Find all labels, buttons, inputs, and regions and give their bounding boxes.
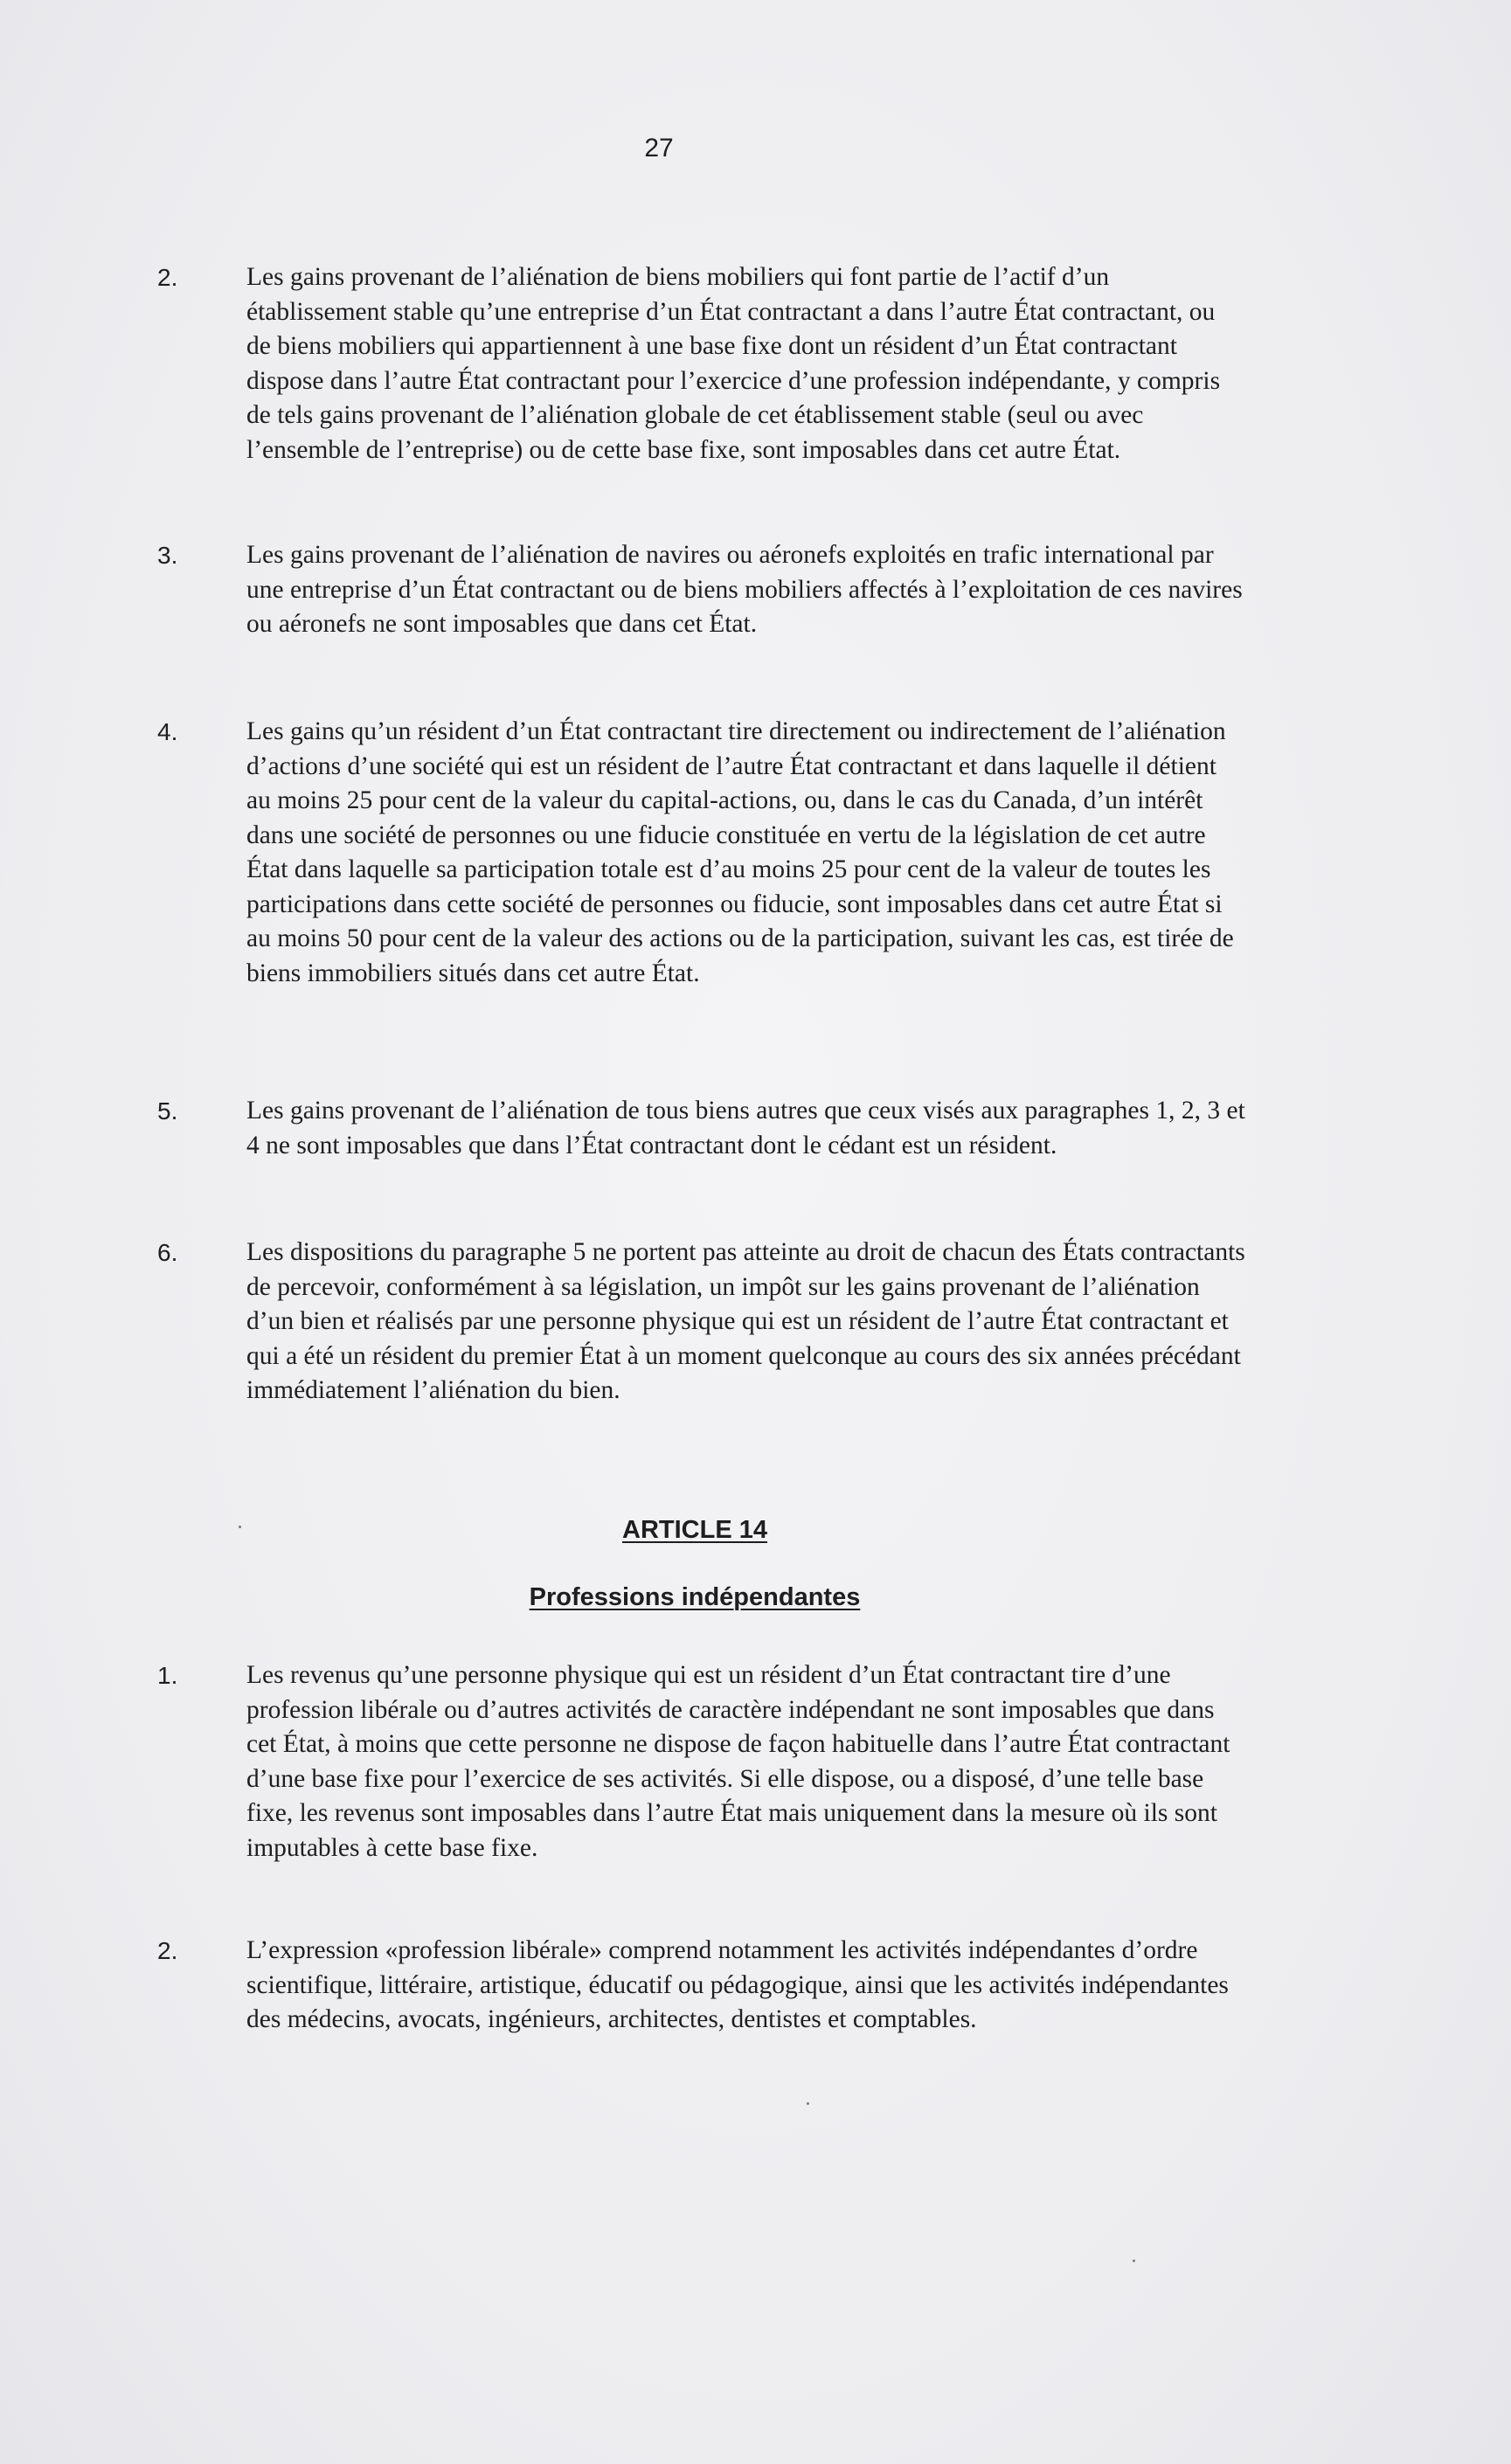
paragraph-number: 3. [157, 542, 178, 569]
article14-paragraph-1 [157, 1658, 1245, 1865]
paragraph-number: 6. [157, 1239, 178, 1266]
paragraph-number: 2. [157, 264, 178, 291]
paragraph-text: Les dispositions du paragraphe 5 ne portent pas atteinte au droit de chacun des États contractants de percevoir, conformément à sa législation, un impôt sur les gains provenant de l’aliénation d’un bien et réalisés par une personne physique qui est un résident de l’autre État contractant et qui a été un résident du premier État à un moment quelconque au cours des six années précédant immédiatement l’aliénation du bien. [246, 1238, 1245, 1404]
paragraph-5 [157, 1094, 1245, 1163]
paragraph-text: Les gains provenant de l’aliénation de biens mobiliers qui font partie de l’actif d’un établissement stable qu’une entreprise d’un État contractant a dans l’autre État contractant, ou de biens mobiliers qui appartiennent à une base fixe dont un résident d’un État contractant dispose dans l’autre État contractant pour l’exercice d’une profession indépendante, y compris de tels gains provenant de l’aliénation globale de cet établissement stable (seul ou avec l’ensemble de l’entreprise) ou de cette base fixe, sont imposables dans cet autre État. [246, 263, 1221, 464]
scan-speck [807, 2102, 809, 2105]
paragraph-text: Les gains provenant de l’aliénation de tous biens autres que ceux visés aux paragraphes 1, 2, 3 et 4 ne sont imposables que dans l’État contractant dont le cédant est un résident. [246, 1097, 1245, 1159]
paragraph-4 [157, 715, 1245, 991]
paragraph-3 [157, 538, 1245, 642]
paragraph-number: 4. [157, 718, 178, 745]
article-title: ARTICLE 14 [622, 1516, 767, 1544]
paragraph-2 [157, 260, 1245, 467]
paragraph-text: Les gains qu’un résident d’un État contractant tire directement ou indirectement de l’aliénation d’actions d’une société qui est un résident de l’autre État contractant et dans laquelle il détient au moins 25 pour cent de la valeur du capital-actions, ou, dans le cas du Canada, d’un intérêt dans une société de personnes ou une fiducie constituée en vertu de la législation de cet autre État dans laquelle sa participation totale est d’au moins 25 pour cent de la valeur de toutes les participations dans cette société de personnes ou fiducie, sont imposables dans cet autre État si au moins 50 pour cent de la valeur des actions ou de la participation, suivant les cas, est tirée de biens immobiliers situés dans cet autre État. [246, 717, 1234, 987]
scan-speck [1133, 2260, 1135, 2262]
paragraph-text: Les revenus qu’une personne physique qui est un résident d’un État contractant tire d’une profession libérale ou d’autres activités de caractère indépendant ne sont imposables que dans cet État, à moins que cette personne ne dispose de façon habituelle dans l’autre État contractant d’une base fixe pour l’exercice de ses activités. Si elle dispose, ou a disposé, d’une telle base fixe, les revenus sont imposables dans l’autre État mais uniquement dans la mesure où ils sont imputables à cette base fixe. [246, 1661, 1230, 1862]
paragraph-text: L’expression «profession libérale» comprend notamment les activités indépendantes d’ordre scientifique, littéraire, artistique, éducatif ou pédagogique, ainsi que les activités indépendantes des médecins, avocats, ingénieurs, architectes, dentistes et comptables. [246, 1936, 1229, 2033]
paragraph-number: 1. [157, 1662, 178, 1689]
paragraph-number: 2. [157, 1937, 178, 1964]
paragraph-number: 5. [157, 1097, 178, 1125]
article14-paragraph-2 [157, 1934, 1245, 2038]
paragraph-6 [157, 1235, 1245, 1408]
page-number: 27 [644, 134, 674, 163]
article-subtitle: Professions indépendantes [529, 1583, 861, 1611]
paragraph-text: Les gains provenant de l’aliénation de navires ou aéronefs exploités en trafic international par une entreprise d’un État contractant ou de biens mobiliers affectés à l’exploitation de ces navires ou aéronefs ne sont imposables que dans cet État. [246, 541, 1243, 638]
scan-speck [239, 1526, 241, 1528]
